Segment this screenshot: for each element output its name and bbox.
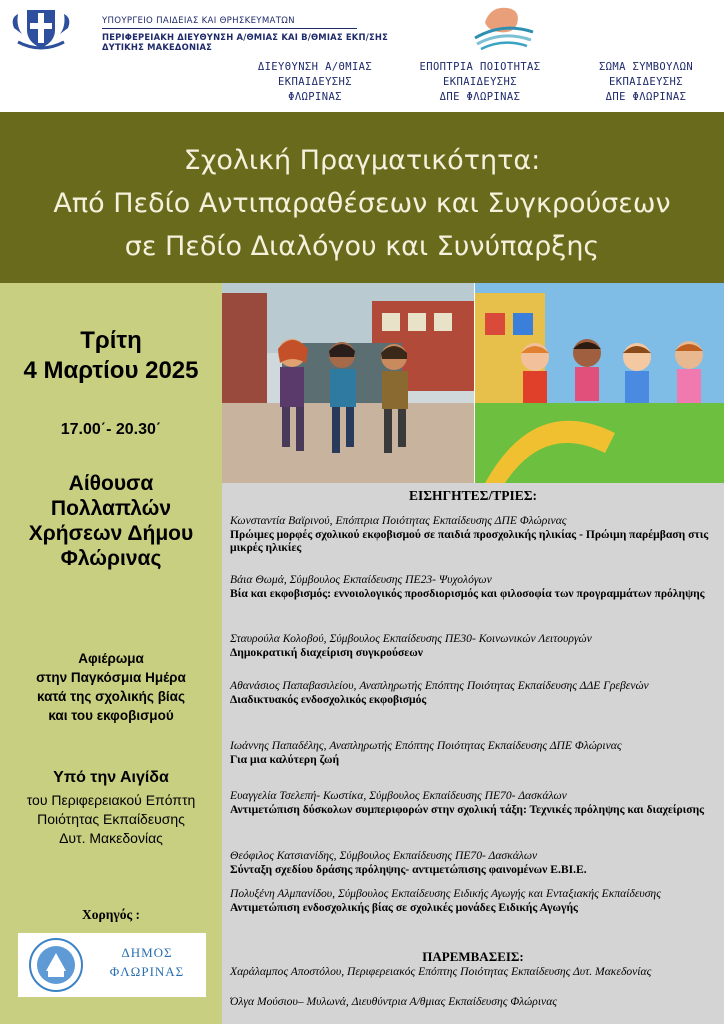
municipality-seal-icon <box>26 937 86 993</box>
intervention-role: Περιφερειακός Επόπτης Ποιότητας Εκπαίδευσης Δυτ. Μακεδονίας <box>347 965 652 978</box>
office-line: ΕΠΟΠΤΡΙΑ ΠΟΙΟΤΗΤΑΣ <box>419 61 541 73</box>
aegis-line: Ποιότητας Εκπαίδευσης <box>37 811 185 827</box>
speaker-role: Σύμβουλος Εκπαίδευσης ΠΕ70- Δασκάλων <box>369 789 567 802</box>
aegis-body <box>0 791 222 848</box>
event-dedication <box>0 649 222 725</box>
region-name: ΔΥΤΙΚΗΣ ΜΑΚΕΔΟΝΙΑΣ <box>102 42 213 52</box>
aegis-title: Υπό την Αιγίδα <box>53 769 169 786</box>
ministry-block <box>102 8 482 52</box>
speaker-entry <box>230 632 720 659</box>
speaker-entry <box>230 789 720 816</box>
speaker-name: Πολυξένη Αλμπανίδου, <box>230 887 336 900</box>
venue-line: Φλώρινας <box>60 547 162 570</box>
event-title-line-2: Από Πεδίο Αντιπαραθέσεων και Συγκρούσεων <box>53 188 671 219</box>
intervention-entry <box>230 965 720 979</box>
children-conflict-illustration <box>222 283 474 483</box>
speaker-role: Αναπληρωτής Επόπτης Ποιότητας Εκπαίδευσης ΔΠΕ Φλώρινας <box>329 739 622 752</box>
office-line: ΔΙΕΥΘΥΝΣΗ Α/ΘΜΙΑΣ <box>257 61 373 73</box>
speaker-role: Σύμβουλος Εκπαίδευσης ΠΕ23- Ψυχολόγων <box>289 573 492 586</box>
venue-line: Πολλαπλών <box>50 497 172 520</box>
speaker-entry <box>230 679 720 706</box>
intervention-name: Χαράλαμπος Αποστόλου, <box>230 965 345 978</box>
speaker-topic: Πρώιμες μορφές σχολικού εκφοβισμού σε παιδιά προσχολικής ηλικίας - Πρώιμη παρέμβαση στις μικρές ηλικίες <box>230 527 709 555</box>
intervention-entry <box>230 995 720 1009</box>
speaker-topic: Αντιμετώπιση δύσκολων συμπεριφορών στην σχολική τάξη: Τεχνικές πρόληψης και διαχείρισης <box>230 802 705 816</box>
speaker-name: Αθανάσιος Παπαβασιλείου, <box>230 679 357 692</box>
speaker-role: Επόπτρια Ποιότητας Εκπαίδευσης ΔΠΕ Φλώρινας <box>335 514 567 527</box>
speaker-topic: Σύνταξη σχεδίου δράσης πρόληψης- αντιμετώπισης φαινομένων Ε.ΒΙ.Ε. <box>230 862 587 876</box>
office-primary-education <box>240 60 390 105</box>
speaker-name: Θεόφιλος Κατσιανίδης, <box>230 849 337 862</box>
speaker-topic: Αντιμετώπιση ενδοσχολικής βίας σε σχολικές μονάδες Ειδικής Αγωγής <box>230 900 578 914</box>
speaker-topic: Διαδικτυακός ενδοσχολικός εκφοβισμός <box>230 692 427 706</box>
regional-directorate-logo-icon <box>473 2 535 52</box>
event-title-band <box>0 112 724 283</box>
ministry-name: ΥΠΟΥΡΓΕΙΟ ΠΑΙΔΕΙΑΣ ΚΑΙ ΘΡΗΣΚΕΥΜΑΤΩΝ <box>102 16 357 29</box>
speaker-entry <box>230 849 720 876</box>
speaker-name: Κωνσταντία Βαϊρινού, <box>230 514 333 527</box>
speaker-name: Σταυρούλα Κολοβού, <box>230 632 327 645</box>
dedication-line: Αφιέρωμα <box>78 651 144 666</box>
office-line: ΕΚΠΑΙΔΕΥΣΗΣ <box>278 76 352 88</box>
speaker-topic: Δημοκρατική διαχείριση συγκρούσεων <box>230 645 423 659</box>
speaker-entry <box>230 514 720 555</box>
speaker-topic: Για μια καλύτερη ζωή <box>230 752 340 766</box>
office-line: ΦΛΩΡΙΝΑΣ <box>288 91 342 103</box>
intervention-name: Όλγα Μούσιου– Μυλωνά, <box>230 995 349 1008</box>
office-line: ΕΚΠΑΙΔΕΥΣΗΣ <box>443 76 517 88</box>
event-title-line-3: σε Πεδίο Διαλόγου και Συνύπαρξης <box>124 231 600 262</box>
speaker-entry <box>230 739 720 766</box>
aegis-line: Δυτ. Μακεδονίας <box>59 830 163 846</box>
speaker-role: Σύμβουλος Εκπαίδευσης ΠΕ30- Κοινωνικών Λειτουργών <box>329 632 592 645</box>
event-venue <box>0 471 222 571</box>
speaker-role: Σύμβουλος Εκπαίδευσης ΠΕ70- Δασκάλων <box>339 849 538 862</box>
speakers-panel <box>222 483 724 1024</box>
dedication-line: κατά της σχολικής βίας <box>37 689 185 704</box>
office-line: ΔΠΕ ΦΛΩΡΙΝΑΣ <box>439 91 521 103</box>
dedication-line: και του εκφοβισμού <box>48 708 174 723</box>
speakers-heading: ΕΙΣΗΓΗΤΕΣ/ΤΡΙΕΣ: <box>408 488 538 503</box>
office-line: ΕΚΠΑΙΔΕΥΣΗΣ <box>609 76 683 88</box>
sponsor-name-line: ΔΗΜΟΣ <box>121 945 173 960</box>
venue-line: Αίθουσα <box>68 472 154 495</box>
children-playing-illustration <box>475 283 724 483</box>
speaker-role: Αναπληρωτής Επόπτης Ποιότητας Εκπαίδευσης ΔΔΕ Γρεβενών <box>359 679 649 692</box>
interventions-heading: ΠΑΡΕΜΒΑΣΕΙΣ: <box>422 949 524 964</box>
speaker-topic: Βία και εκφοβισμός: εννοιολογικός προσδιορισμός και φιλοσοφία των προγραμμάτων πρόληψης <box>230 586 705 600</box>
aegis-line: του Περιφερειακού Επόπτη <box>26 792 196 808</box>
sponsor-name <box>92 943 202 981</box>
office-quality-supervisor <box>400 60 560 105</box>
sponsor-name-line: ΦΛΩΡΙΝΑΣ <box>109 964 185 979</box>
sponsor-logo <box>18 933 206 997</box>
event-time: 17.00΄- 20.30΄ <box>60 421 162 438</box>
header <box>0 0 724 112</box>
event-title-line-1: Σχολική Πραγματικότητα: <box>183 145 541 176</box>
event-details-column <box>0 283 222 1024</box>
office-advisors-body <box>576 60 716 105</box>
sponsor-label: Χορηγός : <box>81 907 141 922</box>
office-line: ΣΩΜΑ ΣΥΜΒΟΥΛΩΝ <box>598 61 694 73</box>
intervention-role: Διευθύντρια Α/θμιας Εκπαίδευσης Φλώρινας <box>351 995 557 1008</box>
speaker-role: Σύμβουλος Εκπαίδευσης Ειδικής Αγωγής και Ενταξιακής Εκπαίδευσης <box>337 887 661 900</box>
speaker-name: Ευαγγελία Τσελεπή- Κωστίκα, <box>230 789 367 802</box>
speaker-name: Ιωάννης Παπαδέλης, <box>230 739 327 752</box>
regional-directorate: ΠΕΡΙΦΕΡΕΙΑΚΗ ΔΙΕΥΘΥΝΣΗ Α/ΘΜΙΑΣ ΚΑΙ Β/ΘΜΙΑΣ ΕΚΠ/ΣΗΣ <box>102 32 389 42</box>
dedication-line: στην Παγκόσμια Ημέρα <box>36 670 186 685</box>
speaker-entry <box>230 573 720 600</box>
office-line: ΔΠΕ ΦΛΩΡΙΝΑΣ <box>605 91 687 103</box>
speaker-name: Βάια Θωμά, <box>230 573 287 586</box>
greek-coat-of-arms-icon <box>10 4 72 52</box>
event-date: 4 Μαρτίου 2025 <box>23 357 199 384</box>
venue-line: Χρήσεων Δήμου <box>28 522 194 545</box>
event-day: Τρίτη <box>80 327 142 354</box>
speaker-entry <box>230 887 720 914</box>
